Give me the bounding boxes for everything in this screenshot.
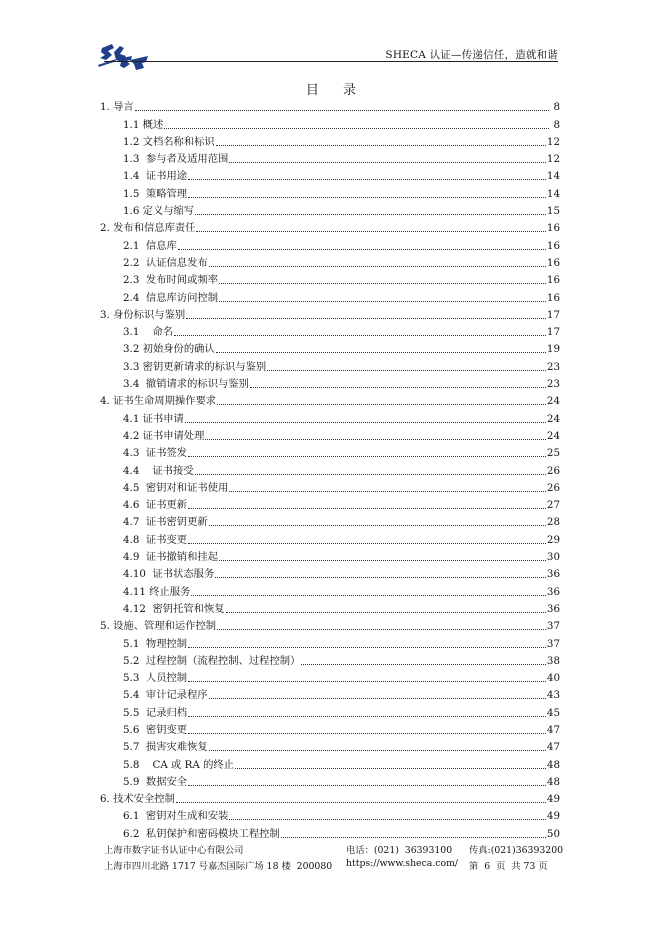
toc-section-entry[interactable] (100, 270, 560, 287)
toc-entry-page: 24 (546, 429, 560, 442)
toc-entry-page: 16 (546, 291, 560, 304)
toc-entry-label: 4.4 证书接受 (123, 464, 194, 477)
toc-leader-dots (267, 370, 546, 371)
toc-leader-dots (235, 768, 546, 769)
toc-chapter-entry[interactable] (100, 789, 560, 806)
toc-section-entry[interactable] (100, 702, 560, 719)
sheca-logo (98, 42, 150, 72)
toc-entry-label: 5.5 记录归档 (123, 706, 188, 719)
toc-entry-label: 2.1 信息库 (123, 239, 177, 252)
toc-entry-page: 48 (546, 758, 560, 771)
toc-entry-page: 14 (546, 187, 560, 200)
toc-section-entry[interactable] (100, 651, 560, 668)
toc-section-entry[interactable] (100, 166, 560, 183)
toc-entry-label: 4.10 证书状态服务 (123, 568, 215, 581)
toc-section-entry[interactable] (100, 183, 560, 200)
toc-entry-label: 1.2 文档名称和标识 (123, 135, 215, 148)
toc-chapter-entry[interactable] (100, 616, 560, 633)
toc-leader-dots (188, 456, 546, 457)
toc-entry-label: 4.7 证书密钥更新 (123, 516, 208, 529)
toc-section-entry[interactable] (100, 408, 560, 425)
toc-leader-dots (196, 231, 545, 232)
toc-entry-page: 37 (546, 620, 560, 633)
toc-entry-page: 28 (546, 516, 560, 529)
toc-leader-dots (209, 698, 546, 699)
toc-entry-page: 40 (546, 672, 560, 685)
toc-entry-page: 17 (546, 308, 560, 321)
header-divider (104, 61, 558, 62)
toc-leader-dots (188, 508, 546, 509)
footer-page-info: 第 6 页 共 73 页 (469, 861, 548, 872)
toc-leader-dots (229, 491, 546, 492)
toc-entry-label: 1.1 概述 (123, 118, 164, 131)
toc-entry-label: 1. 导言 (100, 101, 134, 114)
toc-entry-label: 4.8 证书变更 (123, 533, 188, 546)
footer-address: 上海市四川北路 1717 号嘉杰国际广场 18 楼 200080 (104, 861, 333, 872)
toc-entry-page: 23 (546, 360, 560, 373)
toc-section-entry[interactable] (100, 201, 560, 218)
toc-chapter-entry[interactable] (100, 97, 560, 114)
toc-section-entry[interactable] (100, 668, 560, 685)
toc-leader-dots (186, 318, 546, 319)
toc-entry-page: 16 (546, 222, 560, 235)
toc-entry-page: 23 (546, 378, 560, 391)
toc-entry-page: 15 (546, 205, 560, 218)
toc-entry-label: 3.2 初始身份的确认 (123, 343, 215, 356)
toc-leader-dots (188, 785, 546, 786)
toc-entry-label: 5.3 人员控制 (123, 672, 188, 685)
toc-entry-page: 16 (546, 274, 560, 287)
toc-leader-dots (185, 422, 546, 423)
toc-leader-dots (188, 733, 546, 734)
toc-entry-label: 4.5 密钥对和证书使用 (123, 481, 229, 494)
toc-entry-page: 16 (546, 239, 560, 252)
toc-section-entry[interactable] (100, 564, 560, 581)
toc-entry-page: 36 (546, 585, 560, 598)
toc-entry-label: 5.1 物理控制 (123, 637, 188, 650)
toc-entry-label: 5.7 损害灾难恢复 (123, 741, 208, 754)
toc-leader-dots (219, 560, 546, 561)
toc-entry-label: 4.3 证书签发 (123, 447, 188, 460)
toc-leader-dots (217, 404, 546, 405)
toc-leader-dots (195, 214, 546, 215)
toc-entry-label: 3.3 密钥更新请求的标识与鉴别 (123, 360, 267, 373)
toc-entry-page: 37 (546, 637, 560, 650)
toc-leader-dots (135, 110, 549, 111)
toc-entry-label: 6.1 密钥对生成和安装 (123, 810, 229, 823)
toc-entry-label: 5. 设施、管理和运作控制 (100, 620, 217, 633)
toc-entry-label: 1.3 参与者及适用范围 (123, 153, 229, 166)
toc-section-entry[interactable] (100, 823, 560, 840)
toc-entry-page: 49 (546, 810, 560, 823)
toc-entry-page: 36 (546, 568, 560, 581)
toc-section-entry[interactable] (100, 599, 560, 616)
toc-section-entry[interactable] (100, 478, 560, 495)
toc-entry-page: 24 (546, 395, 560, 408)
toc-section-entry[interactable] (100, 806, 560, 823)
toc-section-entry[interactable] (100, 339, 560, 356)
toc-section-entry[interactable] (100, 495, 560, 512)
toc-entry-label: 1.4 证书用途 (123, 170, 188, 183)
toc-entry-page: 25 (546, 447, 560, 460)
toc-leader-dots (216, 145, 546, 146)
toc-section-entry[interactable] (100, 737, 560, 754)
toc-entry-page: 43 (546, 689, 560, 702)
toc-entry-page: 36 (546, 602, 560, 615)
toc-entry-label: 4. 证书生命周期操作要求 (100, 395, 217, 408)
toc-entry-label: 4.9 证书撤销和挂起 (123, 551, 218, 564)
toc-chapter-entry[interactable] (100, 391, 560, 408)
toc-entry-page: 27 (546, 499, 560, 512)
toc-entry-page: 8 (553, 101, 560, 114)
toc-section-entry[interactable] (100, 287, 560, 304)
toc-entry-page: 12 (546, 135, 560, 148)
toc-entry-page: 16 (546, 256, 560, 269)
toc-leader-dots (191, 595, 546, 596)
toc-section-entry[interactable] (100, 132, 560, 149)
toc-leader-dots (188, 681, 546, 682)
toc-leader-dots (174, 335, 546, 336)
toc-section-entry[interactable] (100, 529, 560, 546)
footer-phone: 电话：(021) 36393100 (346, 845, 453, 856)
toc-leader-dots (209, 750, 546, 751)
toc-section-entry[interactable] (100, 754, 560, 771)
toc-entry-label: 2. 发布和信息库责任 (100, 222, 196, 235)
toc-leader-dots (250, 387, 546, 388)
toc-entry-page: 49 (546, 793, 560, 806)
toc-entry-label: 3.1 命名 (123, 326, 174, 339)
toc-section-entry[interactable] (100, 512, 560, 529)
toc-leader-dots (229, 819, 546, 820)
toc-leader-dots (226, 612, 546, 613)
toc-entry-page: 47 (546, 741, 560, 754)
toc-entry-page: 26 (546, 481, 560, 494)
toc-chapter-entry[interactable] (100, 218, 560, 235)
toc-leader-dots (209, 525, 546, 526)
toc-entry-label: 4.2 证书申请处理 (123, 429, 205, 442)
toc-title: 目 录 (305, 83, 367, 98)
toc-leader-dots (205, 439, 545, 440)
toc-section-entry[interactable] (100, 426, 560, 443)
toc-leader-dots (164, 128, 549, 129)
toc-leader-dots (188, 179, 546, 180)
toc-section-entry[interactable] (100, 235, 560, 252)
toc-entry-label: 5.2 过程控制（流程控制、过程控制） (123, 654, 301, 667)
toc-entry-label: 2.4 信息库访问控制 (123, 291, 218, 304)
toc-section-entry[interactable] (100, 685, 560, 702)
toc-leader-dots (176, 802, 546, 803)
toc-entry-page: 45 (546, 706, 560, 719)
toc-section-entry[interactable] (100, 253, 560, 270)
toc-leader-dots (219, 301, 546, 302)
toc-leader-dots (188, 543, 546, 544)
toc-entry-label: 6. 技术安全控制 (100, 793, 175, 806)
toc-leader-dots (219, 283, 546, 284)
toc-section-entry[interactable] (100, 149, 560, 166)
toc-entry-label: 4.1 证书申请 (123, 412, 184, 425)
toc-section-entry[interactable] (100, 633, 560, 650)
toc-entry-label: 2.2 认证信息发布 (123, 256, 208, 269)
toc-entry-page: 48 (546, 775, 560, 788)
footer-company: 上海市数字证书认证中心有限公司 (104, 845, 244, 856)
toc-section-entry[interactable] (100, 720, 560, 737)
toc-entry-page: 14 (546, 170, 560, 183)
toc-entry-label: 5.9 数据安全 (123, 775, 188, 788)
header-slogan: SHECA 认证—传递信任，造就和谐 (385, 49, 558, 61)
toc-entry-label: 4.12 密钥托管和恢复 (123, 602, 225, 615)
toc-leader-dots (281, 837, 546, 838)
toc-section-entry[interactable] (100, 322, 560, 339)
toc-entry-label: 3. 身份标识与鉴别 (100, 308, 186, 321)
toc-section-entry[interactable] (100, 114, 560, 131)
toc-leader-dots (229, 162, 546, 163)
toc-leader-dots (195, 474, 546, 475)
toc-section-entry[interactable] (100, 772, 560, 789)
toc-entry-label: 4.6 证书更新 (123, 499, 188, 512)
toc-leader-dots (216, 352, 546, 353)
toc-section-entry[interactable] (100, 356, 560, 373)
toc-leader-dots (178, 249, 546, 250)
toc-entry-label: 5.4 审计记录程序 (123, 689, 208, 702)
toc-entry-label: 4.11 终止服务 (123, 585, 191, 598)
toc-entry-label: 5.8 CA 或 RA 的终止 (123, 758, 234, 771)
toc-entry-label: 2.3 发布时间或频率 (123, 274, 218, 287)
toc-section-entry[interactable] (100, 547, 560, 564)
toc-entry-label: 6.2 私钥保护和密码模块工程控制 (123, 827, 280, 840)
toc-entry-page: 17 (546, 326, 560, 339)
toc-leader-dots (188, 716, 546, 717)
toc-entry-page: 47 (546, 723, 560, 736)
toc-entry-page: 29 (546, 533, 560, 546)
toc-section-entry[interactable] (100, 581, 560, 598)
toc-entry-label: 1.5 策略管理 (123, 187, 188, 200)
toc-entry-label: 5.6 密钥变更 (123, 723, 188, 736)
toc-leader-dots (301, 664, 546, 665)
toc-entry-page: 24 (546, 412, 560, 425)
toc-leader-dots (188, 647, 546, 648)
toc-leader-dots (217, 629, 546, 630)
toc-leader-dots (215, 577, 546, 578)
toc-section-entry[interactable] (100, 443, 560, 460)
toc-entry-page: 50 (546, 827, 560, 840)
toc-chapter-entry[interactable] (100, 305, 560, 322)
toc-leader-dots (209, 266, 546, 267)
toc-section-entry[interactable] (100, 460, 560, 477)
toc-section-entry[interactable] (100, 374, 560, 391)
toc-entry-page: 12 (546, 153, 560, 166)
toc-entry-page: 26 (546, 464, 560, 477)
toc-entry-page: 30 (546, 551, 560, 564)
toc-entry-page: 38 (546, 654, 560, 667)
footer-fax: 传真:(021)36393200 (469, 845, 564, 856)
toc-entry-page: 8 (553, 118, 560, 131)
footer-website[interactable]: https://www.sheca.com/ (346, 858, 459, 869)
toc-entry-label: 1.6 定义与缩写 (123, 205, 195, 218)
toc-entry-page: 19 (546, 343, 560, 356)
toc-entry-label: 3.4 撤销请求的标识与鉴别 (123, 378, 249, 391)
toc-leader-dots (188, 197, 546, 198)
table-of-contents (100, 97, 560, 841)
